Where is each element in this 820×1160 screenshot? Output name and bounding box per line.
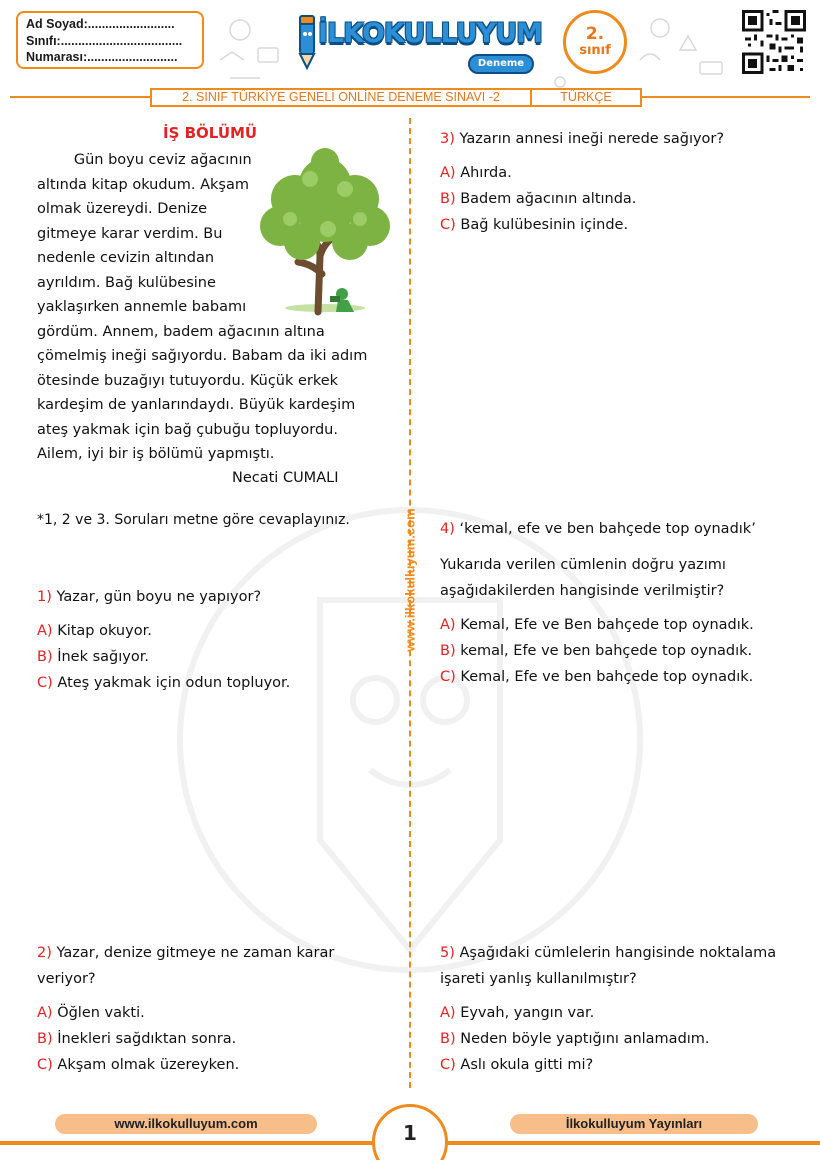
option-a[interactable] <box>440 612 805 638</box>
subject-label: TÜRKÇE <box>530 88 642 107</box>
passage-line: kardeşim de yanlarındaydı. Büyük kardeşim <box>37 397 356 413</box>
option-a[interactable] <box>440 1000 795 1026</box>
grade-number: 2. <box>585 24 605 44</box>
grade-badge <box>563 10 627 74</box>
passage-line: çömelmiş ineği sağıyordu. Babam da iki adım <box>37 348 368 364</box>
number-field[interactable]: Numarası:.......................... <box>26 50 178 64</box>
page-header <box>0 0 820 110</box>
question-5 <box>440 940 795 1078</box>
option-text: Aslı okula gitti mi? <box>460 1057 594 1073</box>
option-letter: C) <box>440 217 456 233</box>
grade-word: sınıf <box>579 43 611 58</box>
option-text: Öğlen vakti. <box>57 1005 145 1021</box>
passage-line: Gün boyu ceviz ağacının <box>37 152 252 168</box>
option-text: Kemal, Efe ve Ben bahçede top oynadık. <box>460 617 754 633</box>
logo-subtitle: Deneme <box>468 54 534 74</box>
brand-logo <box>292 10 542 80</box>
passage-line: gördüm. Annem, badem ağacının altına <box>37 323 325 340</box>
option-b[interactable] <box>37 1026 382 1052</box>
footer-website-link[interactable]: www.ilkokulluyum.com <box>55 1114 317 1134</box>
option-letter: A) <box>37 623 53 639</box>
option-letter: A) <box>440 617 456 633</box>
option-letter: C) <box>37 1057 53 1073</box>
question-5-text <box>440 940 795 992</box>
question-stem: ‘kemal, efe ve ben bahçede top oynadık’ <box>459 521 756 537</box>
question-1-text <box>37 584 397 610</box>
option-c[interactable] <box>440 664 805 690</box>
option-letter: A) <box>440 165 456 181</box>
reading-passage <box>37 148 387 467</box>
option-letter: C) <box>37 675 53 691</box>
option-text: Akşam olmak üzereyken. <box>57 1057 240 1073</box>
option-text: İnek sağıyor. <box>57 649 149 665</box>
option-text: Badem ağacının altında. <box>460 191 637 207</box>
class-field[interactable]: Sınıfı:................................... <box>26 33 183 48</box>
question-3 <box>440 126 800 238</box>
name-field[interactable]: Ad Soyad:......................... <box>26 17 175 31</box>
option-c[interactable] <box>440 212 800 238</box>
option-letter: C) <box>440 1057 456 1073</box>
option-text: Kemal, Efe ve ben bahçede top oynadık. <box>460 669 754 685</box>
question-4 <box>440 516 805 690</box>
option-b[interactable] <box>440 186 800 212</box>
passage-line: olmak üzereydi. Denize <box>37 201 208 217</box>
question-number: 3) <box>440 131 455 147</box>
passage-line: ayrıldım. Bağ kulübesine <box>37 274 216 291</box>
qr-code-icon[interactable] <box>742 10 806 74</box>
option-text: Bağ kulübesinin içinde. <box>460 217 629 233</box>
student-info-box <box>16 11 204 69</box>
logo-wordmark: İLKOKULLUYUM <box>318 18 542 49</box>
option-a[interactable] <box>440 160 800 186</box>
question-stem: Yazar, denize gitmeye ne zaman karar veriyor? <box>37 945 335 987</box>
passage-line: yaklaşırken annemle babamı <box>37 299 247 315</box>
option-letter: B) <box>440 643 456 659</box>
option-letter: B) <box>37 649 53 665</box>
question-1 <box>37 584 397 696</box>
option-b[interactable] <box>440 1026 795 1052</box>
passage-line: Ailem, iyi bir iş bölümü yapmıştı. <box>37 446 275 462</box>
option-text: Ahırda. <box>460 165 512 181</box>
question-4-subtext: Yukarıda verilen cümlenin doğru yazımı aşağıdakilerden hangisinde verilmiştir? <box>440 557 726 599</box>
option-letter: A) <box>37 1005 53 1021</box>
question-stem: Yazar, gün boyu ne yapıyor? <box>56 589 262 605</box>
page-number: 1 <box>403 1121 417 1145</box>
passage-line: gitmeye karar verdim. Bu <box>37 225 223 242</box>
option-a[interactable] <box>37 1000 382 1026</box>
option-text: Ateş yakmak için odun topluyor. <box>57 675 291 691</box>
passage-line: nedenle cevizin altından <box>37 250 215 266</box>
footer-publisher: İlkokulluyum Yayınları <box>510 1114 758 1134</box>
option-c[interactable] <box>440 1052 795 1078</box>
side-website-url[interactable]: www.ilkokulluyum.com <box>402 508 418 652</box>
option-b[interactable] <box>440 638 805 664</box>
option-c[interactable] <box>37 1052 382 1078</box>
option-text: İnekleri sağdıktan sonra. <box>57 1031 237 1047</box>
option-text: Neden böyle yaptığını anlamadım. <box>460 1031 710 1047</box>
question-instruction: *1, 2 ve 3. Soruları metne göre cevaplayınız. <box>37 512 350 528</box>
exam-title: 2. SINIF TÜRKİYE GENELİ ONLİNE DENEME SINAVI -2 <box>150 88 532 107</box>
question-2-text <box>37 940 382 992</box>
question-number: 2) <box>37 945 52 961</box>
question-2 <box>37 940 382 1078</box>
question-3-text <box>440 126 800 152</box>
option-letter: C) <box>440 669 456 685</box>
option-letter: B) <box>440 1031 456 1047</box>
option-letter: B) <box>37 1031 53 1047</box>
question-4-text <box>440 516 805 542</box>
question-stem: Yazarın annesi ineği nerede sağıyor? <box>459 131 725 147</box>
passage-line: altında kitap okudum. Akşam <box>37 176 249 193</box>
question-number: 4) <box>440 521 455 537</box>
question-number: 1) <box>37 589 52 605</box>
option-text: Kitap okuyor. <box>57 623 152 639</box>
option-b[interactable] <box>37 644 397 670</box>
passage-line: ötesinde buzağıyı tutuyordu. Küçük erkek <box>37 372 339 389</box>
page-number-badge <box>372 1104 448 1160</box>
passage-author: Necati CUMALI <box>232 470 339 486</box>
option-text: Eyvah, yangın var. <box>460 1005 595 1021</box>
question-stem: Aşağıdaki cümlelerin hangisinde noktalama işareti yanlış kullanılmıştır? <box>440 945 777 987</box>
option-letter: B) <box>440 191 456 207</box>
question-number: 5) <box>440 945 455 961</box>
option-text: kemal, Efe ve ben bahçede top oynadık. <box>460 643 753 659</box>
passage-line: ateş yakmak için bağ çubuğu topluyordu. <box>37 421 338 438</box>
option-c[interactable] <box>37 670 397 696</box>
option-letter: A) <box>440 1005 456 1021</box>
passage-title: İŞ BÖLÜMÜ <box>163 124 258 142</box>
option-a[interactable] <box>37 618 397 644</box>
